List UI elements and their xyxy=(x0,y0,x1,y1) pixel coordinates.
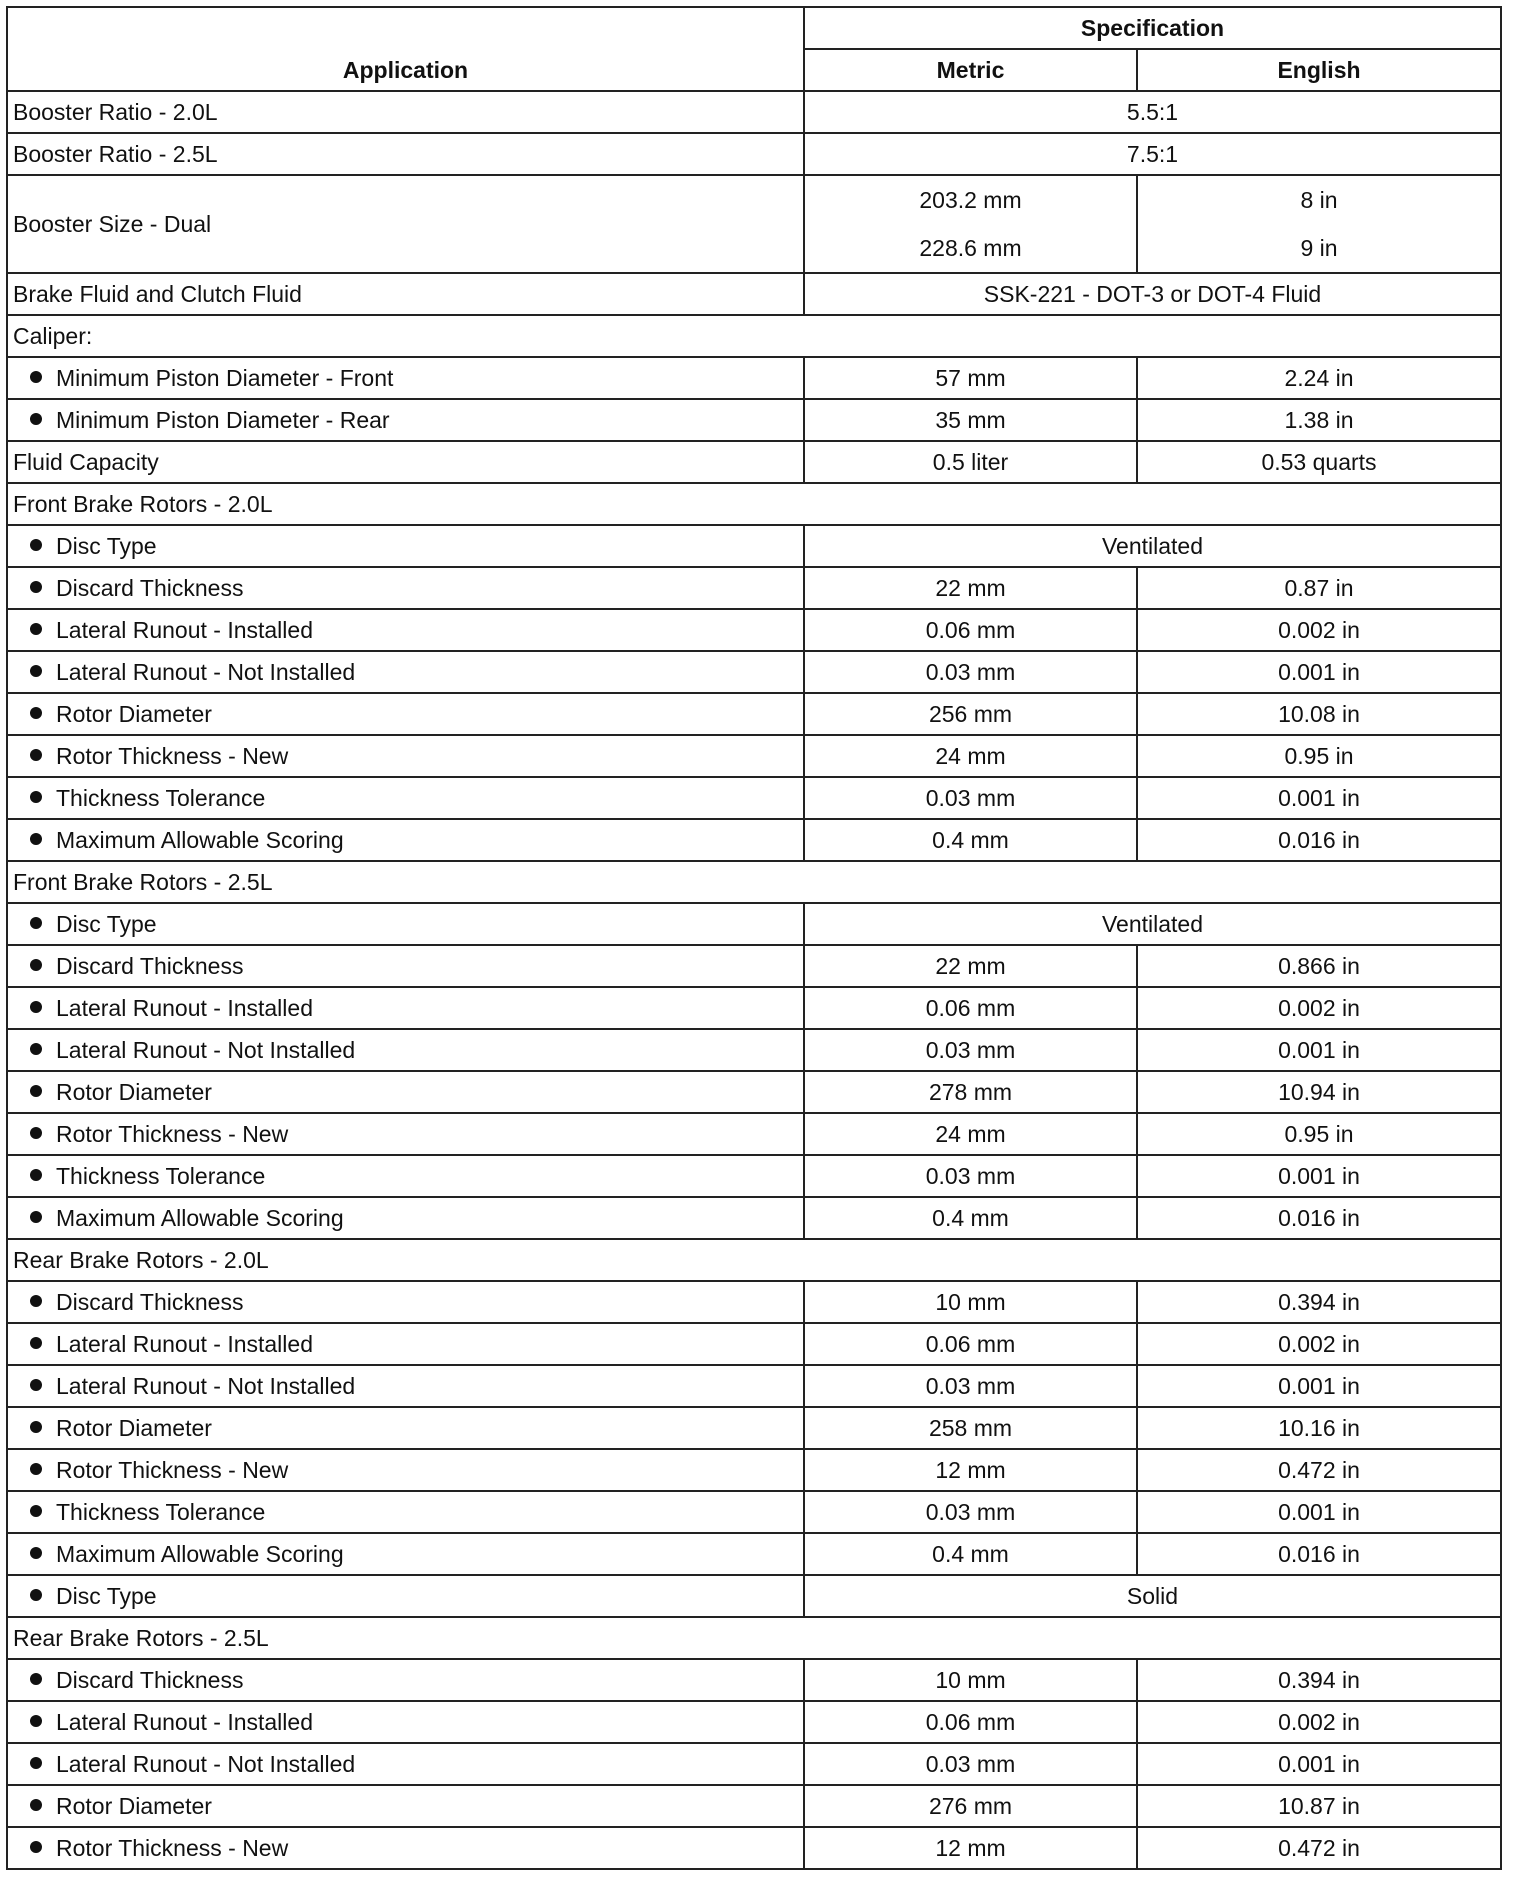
bullet-icon xyxy=(30,1799,42,1811)
bullet-icon xyxy=(30,1127,42,1139)
application-label: Rotor Thickness - New xyxy=(56,1456,289,1483)
english-value: 0.53 quarts xyxy=(1137,441,1501,483)
table-row xyxy=(7,1239,1501,1281)
application-cell xyxy=(7,1239,1501,1281)
bullet-icon xyxy=(30,581,42,593)
metric-value: 35 mm xyxy=(804,399,1137,441)
table-row xyxy=(7,735,1501,777)
english-value: 0.866 in xyxy=(1137,945,1501,987)
english-value: 0.001 in xyxy=(1137,1365,1501,1407)
application-label: Lateral Runout - Not Installed xyxy=(56,1036,356,1063)
application-cell xyxy=(7,1323,804,1365)
english-value: 0.001 in xyxy=(1137,1029,1501,1071)
application-label: Front Brake Rotors - 2.0L xyxy=(13,490,273,517)
table-row xyxy=(7,609,1501,651)
application-label: Rotor Diameter xyxy=(56,700,212,727)
metric-value: 0.06 mm xyxy=(804,609,1137,651)
english-value: 2.24 in xyxy=(1137,357,1501,399)
english-value: 0.001 in xyxy=(1137,1491,1501,1533)
table-row xyxy=(7,1071,1501,1113)
table-row xyxy=(7,133,1501,175)
metric-value xyxy=(804,175,1137,273)
application-label: Disc Type xyxy=(56,1582,157,1609)
english-value: 0.002 in xyxy=(1137,609,1501,651)
english-value: 0.394 in xyxy=(1137,1281,1501,1323)
application-cell xyxy=(7,1449,804,1491)
english-value: 0.472 in xyxy=(1137,1449,1501,1491)
application-cell xyxy=(7,175,804,273)
table-row xyxy=(7,1785,1501,1827)
metric-value: 24 mm xyxy=(804,1113,1137,1155)
english-value: 0.016 in xyxy=(1137,1197,1501,1239)
bullet-icon xyxy=(30,1043,42,1055)
metric-value-line: 203.2 mm xyxy=(919,187,1022,213)
specification-value: Ventilated xyxy=(804,903,1501,945)
metric-value: 22 mm xyxy=(804,567,1137,609)
table-row xyxy=(7,1323,1501,1365)
application-cell xyxy=(7,1113,804,1155)
bullet-icon xyxy=(30,623,42,635)
table-row xyxy=(7,175,1501,273)
application-cell xyxy=(7,1743,804,1785)
application-label: Discard Thickness xyxy=(56,1288,244,1315)
english-value: 0.394 in xyxy=(1137,1659,1501,1701)
table-row xyxy=(7,945,1501,987)
table-header xyxy=(7,7,1501,91)
application-label: Maximum Allowable Scoring xyxy=(56,1540,344,1567)
bullet-icon xyxy=(30,1589,42,1601)
table-row xyxy=(7,441,1501,483)
application-cell xyxy=(7,1365,804,1407)
table-row xyxy=(7,1365,1501,1407)
metric-value: 0.06 mm xyxy=(804,1323,1137,1365)
english-value: 0.001 in xyxy=(1137,651,1501,693)
application-label: Caliper: xyxy=(13,322,93,349)
english-value: 0.016 in xyxy=(1137,819,1501,861)
bullet-icon xyxy=(30,833,42,845)
english-value: 0.95 in xyxy=(1137,1113,1501,1155)
application-label: Maximum Allowable Scoring xyxy=(56,1204,344,1231)
application-cell xyxy=(7,945,804,987)
application-label: Minimum Piston Diameter - Front xyxy=(56,364,394,391)
application-cell xyxy=(7,609,804,651)
bullet-icon xyxy=(30,1547,42,1559)
application-label: Discard Thickness xyxy=(56,574,244,601)
bullet-icon xyxy=(30,1001,42,1013)
application-cell xyxy=(7,483,1501,525)
metric-value: 0.03 mm xyxy=(804,1491,1137,1533)
english-value: 1.38 in xyxy=(1137,399,1501,441)
table-row xyxy=(7,357,1501,399)
metric-value: 0.03 mm xyxy=(804,1743,1137,1785)
application-cell xyxy=(7,357,804,399)
application-label: Rotor Thickness - New xyxy=(56,1120,289,1147)
application-cell xyxy=(7,273,804,315)
table-row xyxy=(7,273,1501,315)
application-label: Brake Fluid and Clutch Fluid xyxy=(13,280,302,307)
table-row xyxy=(7,525,1501,567)
table-row xyxy=(7,819,1501,861)
metric-value: 0.06 mm xyxy=(804,1701,1137,1743)
metric-value: 10 mm xyxy=(804,1281,1137,1323)
metric-value: 0.03 mm xyxy=(804,777,1137,819)
specification-value: SSK-221 - DOT-3 or DOT-4 Fluid xyxy=(804,273,1501,315)
metric-value: 0.4 mm xyxy=(804,819,1137,861)
application-cell xyxy=(7,1701,804,1743)
table-row xyxy=(7,987,1501,1029)
metric-value-line: 228.6 mm xyxy=(919,235,1022,261)
table-row xyxy=(7,861,1501,903)
application-cell xyxy=(7,399,804,441)
bullet-icon xyxy=(30,1757,42,1769)
metric-value: 12 mm xyxy=(804,1449,1137,1491)
application-label: Booster Size - Dual xyxy=(13,210,212,237)
english-value: 10.94 in xyxy=(1137,1071,1501,1113)
application-label: Rotor Diameter xyxy=(56,1414,212,1441)
table-row xyxy=(7,1281,1501,1323)
table-row xyxy=(7,1533,1501,1575)
bullet-icon xyxy=(30,791,42,803)
bullet-icon xyxy=(30,1715,42,1727)
metric-value: 57 mm xyxy=(804,357,1137,399)
english-value: 10.16 in xyxy=(1137,1407,1501,1449)
english-value: 0.87 in xyxy=(1137,567,1501,609)
bullet-icon xyxy=(30,1085,42,1097)
application-cell xyxy=(7,91,804,133)
metric-value: 0.5 liter xyxy=(804,441,1137,483)
table-row xyxy=(7,1407,1501,1449)
application-label: Lateral Runout - Installed xyxy=(56,1708,313,1735)
english-value: 0.001 in xyxy=(1137,1743,1501,1785)
application-label: Maximum Allowable Scoring xyxy=(56,826,344,853)
bullet-icon xyxy=(30,959,42,971)
application-label: Lateral Runout - Installed xyxy=(56,994,313,1021)
bullet-icon xyxy=(30,917,42,929)
english-value-line: 9 in xyxy=(1300,235,1338,261)
english-value: 10.08 in xyxy=(1137,693,1501,735)
metric-value: 0.03 mm xyxy=(804,1365,1137,1407)
application-label: Rotor Thickness - New xyxy=(56,742,289,769)
application-label: Thickness Tolerance xyxy=(56,784,266,811)
application-label: Fluid Capacity xyxy=(13,448,159,475)
table-row xyxy=(7,1659,1501,1701)
metric-value: 24 mm xyxy=(804,735,1137,777)
application-label: Front Brake Rotors - 2.5L xyxy=(13,868,273,895)
bullet-icon xyxy=(30,1841,42,1853)
english-value: 0.472 in xyxy=(1137,1827,1501,1869)
table-row xyxy=(7,567,1501,609)
bullet-icon xyxy=(30,1673,42,1685)
bullet-icon xyxy=(30,1337,42,1349)
application-cell xyxy=(7,567,804,609)
application-cell xyxy=(7,777,804,819)
bullet-icon xyxy=(30,413,42,425)
application-cell xyxy=(7,861,1501,903)
table-row xyxy=(7,1155,1501,1197)
table-row xyxy=(7,903,1501,945)
application-cell xyxy=(7,1533,804,1575)
header-application: Application xyxy=(7,7,804,91)
application-cell xyxy=(7,693,804,735)
application-cell xyxy=(7,1197,804,1239)
specification-value: Solid xyxy=(804,1575,1501,1617)
bullet-icon xyxy=(30,1379,42,1391)
table-row xyxy=(7,1827,1501,1869)
bullet-icon xyxy=(30,665,42,677)
application-cell xyxy=(7,819,804,861)
table-row xyxy=(7,1701,1501,1743)
application-label: Minimum Piston Diameter - Rear xyxy=(56,406,390,433)
metric-value: 12 mm xyxy=(804,1827,1137,1869)
bullet-icon xyxy=(30,1421,42,1433)
application-cell xyxy=(7,133,804,175)
application-label: Lateral Runout - Not Installed xyxy=(56,1750,356,1777)
application-cell xyxy=(7,1575,804,1617)
metric-value: 278 mm xyxy=(804,1071,1137,1113)
english-value: 0.016 in xyxy=(1137,1533,1501,1575)
header-specification: Specification xyxy=(804,7,1501,49)
english-value: 0.001 in xyxy=(1137,1155,1501,1197)
application-label: Rear Brake Rotors - 2.0L xyxy=(13,1246,269,1273)
application-label: Lateral Runout - Not Installed xyxy=(56,658,356,685)
application-label: Discard Thickness xyxy=(56,952,244,979)
application-label: Rotor Diameter xyxy=(56,1078,212,1105)
metric-value: 22 mm xyxy=(804,945,1137,987)
application-cell xyxy=(7,1407,804,1449)
metric-value: 276 mm xyxy=(804,1785,1137,1827)
application-label: Lateral Runout - Installed xyxy=(56,1330,313,1357)
english-value-line: 8 in xyxy=(1300,187,1338,213)
table-row xyxy=(7,651,1501,693)
bullet-icon xyxy=(30,1211,42,1223)
application-label: Rotor Diameter xyxy=(56,1792,212,1819)
application-cell xyxy=(7,651,804,693)
specification-value: Ventilated xyxy=(804,525,1501,567)
application-cell xyxy=(7,525,804,567)
table-row xyxy=(7,1197,1501,1239)
bullet-icon xyxy=(30,1463,42,1475)
table-row xyxy=(7,1617,1501,1659)
table-row xyxy=(7,1491,1501,1533)
application-cell xyxy=(7,987,804,1029)
application-label: Thickness Tolerance xyxy=(56,1162,266,1189)
table-body xyxy=(7,91,1501,1869)
application-label: Disc Type xyxy=(56,532,157,559)
bullet-icon xyxy=(30,1505,42,1517)
specification-value: 5.5:1 xyxy=(804,91,1501,133)
table-row xyxy=(7,1029,1501,1071)
application-cell xyxy=(7,903,804,945)
application-label: Thickness Tolerance xyxy=(56,1498,266,1525)
table-row xyxy=(7,91,1501,133)
table-row xyxy=(7,1113,1501,1155)
english-value: 10.87 in xyxy=(1137,1785,1501,1827)
english-value: 0.95 in xyxy=(1137,735,1501,777)
bullet-icon xyxy=(30,1169,42,1181)
application-cell xyxy=(7,1071,804,1113)
table-row xyxy=(7,1449,1501,1491)
application-label: Lateral Runout - Installed xyxy=(56,616,313,643)
table-row xyxy=(7,693,1501,735)
bullet-icon xyxy=(30,749,42,761)
table-row xyxy=(7,483,1501,525)
application-cell xyxy=(7,1155,804,1197)
application-cell xyxy=(7,1785,804,1827)
bullet-icon xyxy=(30,539,42,551)
metric-value: 256 mm xyxy=(804,693,1137,735)
bullet-icon xyxy=(30,707,42,719)
metric-value: 258 mm xyxy=(804,1407,1137,1449)
table-row xyxy=(7,1575,1501,1617)
application-label: Booster Ratio - 2.0L xyxy=(13,98,218,125)
application-label: Booster Ratio - 2.5L xyxy=(13,140,218,167)
application-cell xyxy=(7,1491,804,1533)
specification-value: 7.5:1 xyxy=(804,133,1501,175)
metric-value: 0.4 mm xyxy=(804,1533,1137,1575)
bullet-icon xyxy=(30,1295,42,1307)
application-cell xyxy=(7,1029,804,1071)
table-row xyxy=(7,399,1501,441)
english-value: 0.001 in xyxy=(1137,777,1501,819)
metric-value: 0.4 mm xyxy=(804,1197,1137,1239)
application-label: Lateral Runout - Not Installed xyxy=(56,1372,356,1399)
metric-value: 0.03 mm xyxy=(804,1029,1137,1071)
bullet-icon xyxy=(30,371,42,383)
application-cell xyxy=(7,1659,804,1701)
english-value: 0.002 in xyxy=(1137,987,1501,1029)
application-cell xyxy=(7,1827,804,1869)
application-cell xyxy=(7,315,1501,357)
metric-value: 0.06 mm xyxy=(804,987,1137,1029)
application-cell xyxy=(7,1617,1501,1659)
metric-value: 10 mm xyxy=(804,1659,1137,1701)
english-value: 0.002 in xyxy=(1137,1701,1501,1743)
table-row xyxy=(7,777,1501,819)
application-label: Rotor Thickness - New xyxy=(56,1834,289,1861)
table-row xyxy=(7,315,1501,357)
header-english: English xyxy=(1137,49,1501,91)
application-cell xyxy=(7,1281,804,1323)
header-row-top xyxy=(7,7,1501,49)
header-metric: Metric xyxy=(804,49,1137,91)
metric-value: 0.03 mm xyxy=(804,1155,1137,1197)
application-label: Rear Brake Rotors - 2.5L xyxy=(13,1624,269,1651)
table-row xyxy=(7,1743,1501,1785)
application-label: Disc Type xyxy=(56,910,157,937)
specification-table xyxy=(6,6,1502,1870)
metric-value: 0.03 mm xyxy=(804,651,1137,693)
english-value xyxy=(1137,175,1501,273)
application-cell xyxy=(7,441,804,483)
application-label: Discard Thickness xyxy=(56,1666,244,1693)
english-value: 0.002 in xyxy=(1137,1323,1501,1365)
application-cell xyxy=(7,735,804,777)
